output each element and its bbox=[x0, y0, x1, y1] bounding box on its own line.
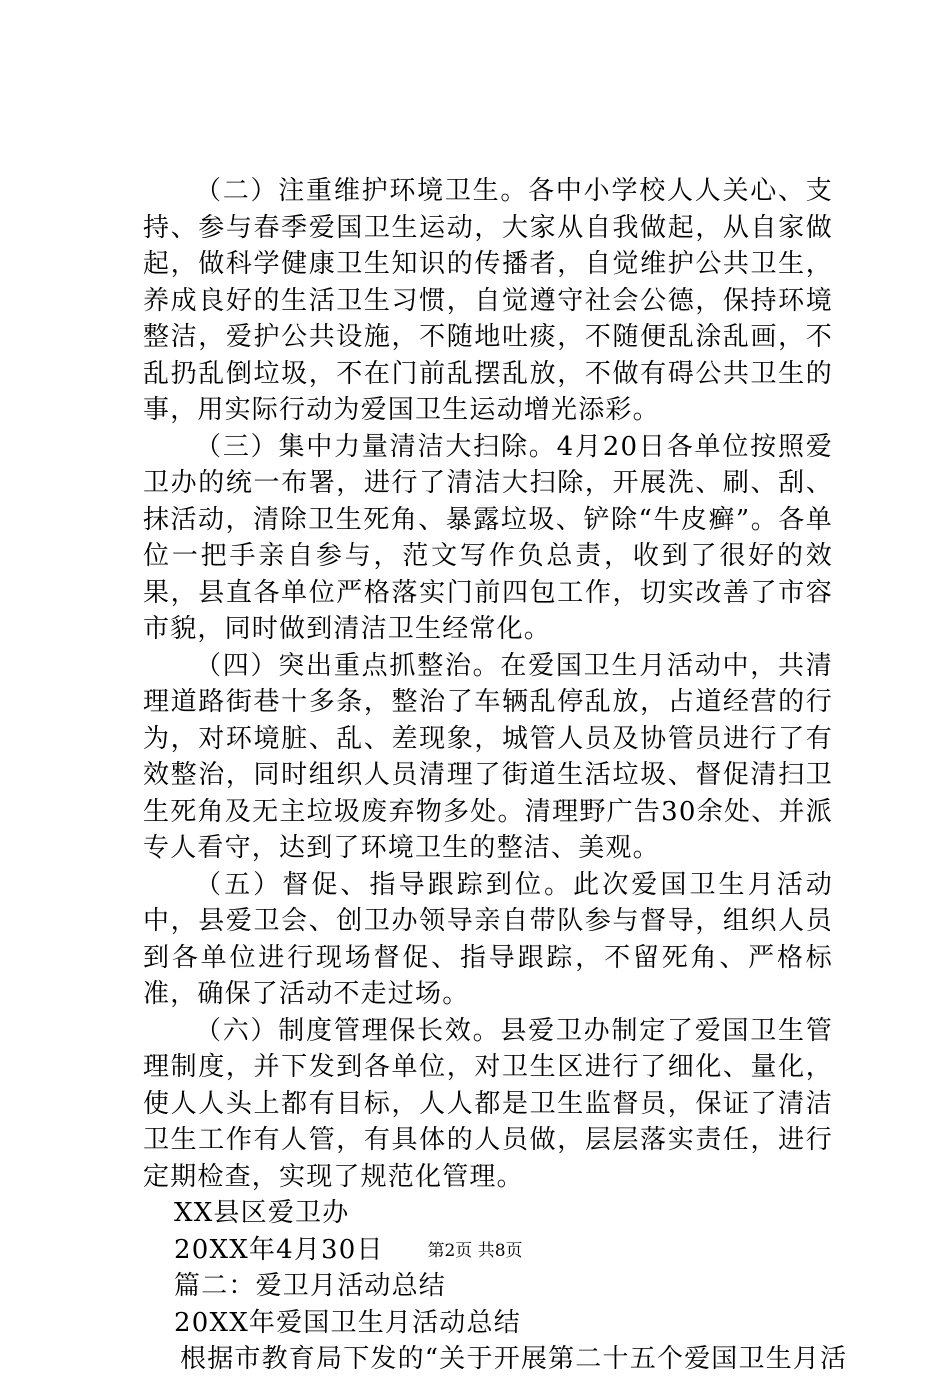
opening-line: 根据市教育局下发的“关于开展第二十五个爱国卫生月活 bbox=[180, 1344, 848, 1374]
paragraph-5: （五）督促、指导跟踪到位。此次爱国卫生月活动中，县爱卫会、创卫办领导亲自带队参与督导，组织人员到各单位进行现场督促、指导跟踪，不留死角、严格标准，确保了活动不走过场。 bbox=[143, 869, 833, 1009]
paragraph-3: （三）集中力量清洁大扫除。4月20日各单位按照爱卫办的统一布署，进行了清洁大扫除，开展洗、刷、刮、抹活动，清除卫生死角、暴露垃圾、铲除“牛皮癣”。各单位一把手亲自参与，范文写作负总责，收到了很好的效果，县直各单位严格落实门前四包工作，切实改善了市容市貌，同时做到清洁卫生经常化。 bbox=[143, 431, 833, 644]
section-heading: 篇二：爱卫月活动总结 bbox=[174, 1271, 447, 1301]
signature-date: 20XX年4月30日 bbox=[174, 1234, 384, 1265]
document-body bbox=[143, 173, 848, 1378]
section-title: 20XX年爱国卫生月活动总结 bbox=[174, 1307, 521, 1338]
paragraph-6: （六）制度管理保长效。县爱卫办制定了爱国卫生管理制度，并下发到各单位，对卫生区进行了细化、量化，使人人头上都有目标，人人都是卫生监督员，保证了清洁卫生工作有人管，有具体的人员做，层层落实责任，进行定期检查，实现了规范化管理。 bbox=[143, 1015, 833, 1192]
paragraph-4: （四）突出重点抓整治。在爱国卫生月活动中，共清理道路街巷十多条，整治了车辆乱停乱放，占道经营的行为，对环境脏、乱、差现象，城管人员及协管员进行了有效整治，同时组织人员清理了街道生活垃圾、督促清扫卫生死角及无主垃圾废弃物多处。清理野广告30余处、并派专人看守，达到了环境卫生的整洁、美观。 bbox=[143, 650, 833, 863]
paragraph-2: （二）注重维护环境卫生。各中小学校人人关心、支持、参与春季爱国卫生运动，大家从自我做起，从自家做起，做科学健康卫生知识的传播者，自觉维护公共卫生，养成良好的生活卫生习惯，自觉遵守社会公德，保持环境整洁，爱护公共设施，不随地吐痰，不随便乱涂乱画，不乱扔乱倒垃圾，不在门前乱摆乱放，不做有碍公共卫生的事，用实际行动为爱国卫生运动增光添彩。 bbox=[143, 176, 833, 425]
page-footer: 第2页 共8页 bbox=[427, 1241, 523, 1261]
signature-org: XX县区爱卫办 bbox=[174, 1198, 350, 1228]
